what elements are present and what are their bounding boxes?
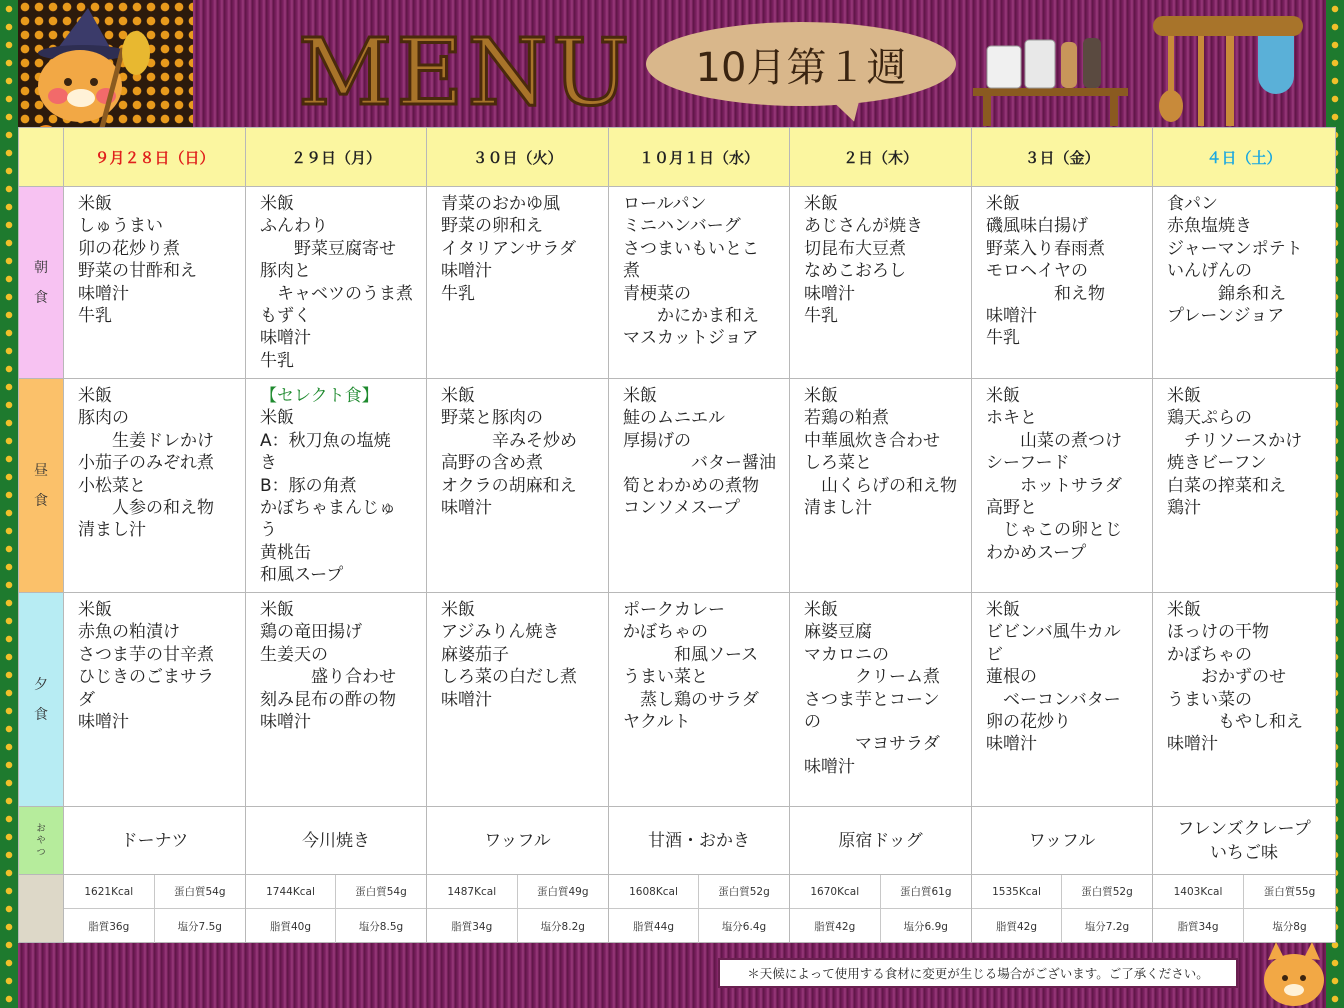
snack-item: 甘酒・おかき <box>648 830 750 851</box>
breakfast-items <box>972 187 1152 354</box>
menu-item: 豚肉と <box>260 261 311 282</box>
snack-item: 今川焼き <box>302 830 370 851</box>
nutrition-fat: 脂質34g <box>1153 909 1244 943</box>
dinner-cell <box>609 593 790 807</box>
menu-item: 米飯 <box>986 600 1020 620</box>
page-header <box>18 0 1326 128</box>
breakfast-cell <box>1153 187 1336 379</box>
menu-item: 磯風味白揚げ <box>986 216 1088 237</box>
menu-item: 牛乳 <box>441 283 475 304</box>
dinner-label-char: 夕 <box>34 676 48 693</box>
menu-item: 牛乳 <box>260 350 294 371</box>
snack-label-char: や <box>36 835 46 846</box>
nutrition-label <box>19 875 64 943</box>
menu-item: 米飯 <box>78 600 112 620</box>
menu-item: 味噌汁 <box>804 756 855 777</box>
left-border-decoration <box>0 0 18 1008</box>
menu-item: 山くらげの和え物 <box>804 475 957 496</box>
breakfast-cell <box>609 187 790 379</box>
nutrition-energy: 1487Kcal <box>427 875 518 909</box>
menu-item: 赤魚塩焼き <box>1167 216 1252 237</box>
menu-item: 【セレクト食】 <box>260 386 379 406</box>
menu-item: コンソメスープ <box>623 498 740 519</box>
menu-item: プレーンジョア <box>1167 306 1285 327</box>
dinner-cell <box>427 593 609 807</box>
menu-item: しゅうまい <box>78 216 163 237</box>
weekly-menu-table <box>18 127 1336 943</box>
menu-item: クリーム煮 <box>804 667 940 688</box>
menu-item: ビ <box>986 644 1003 665</box>
menu-item: ヤクルト <box>623 712 691 733</box>
menu-item: ビビンバ風牛カル <box>986 622 1121 643</box>
menu-item: 米飯 <box>986 194 1020 214</box>
menu-item: アジみりん焼き <box>441 622 560 643</box>
menu-item: あじさんが焼き <box>804 216 923 237</box>
nutrition-salt: 塩分7.5g <box>177 920 222 933</box>
menu-item: ダ <box>78 689 95 710</box>
date-header-row <box>19 128 1336 187</box>
nutrition-fat: 脂質36g <box>64 909 155 943</box>
lunch-label-char: 昼 <box>34 462 48 479</box>
nutrition-grid <box>972 875 1152 941</box>
breakfast-row <box>19 187 1336 379</box>
menu-item: イタリアンサラダ <box>441 238 577 259</box>
breakfast-cell <box>246 187 427 379</box>
breakfast-cell <box>427 187 609 379</box>
date-header-0: ９月２８日（日） <box>64 128 246 187</box>
menu-item: 小茄子のみぞれ煮 <box>78 453 214 474</box>
snack-label <box>19 807 64 875</box>
shelf-jars-icon <box>963 10 1138 128</box>
menu-item: 米飯 <box>260 408 294 429</box>
nutrition-salt: 塩分6.4g <box>721 920 767 933</box>
menu-item: マカロニの <box>804 644 889 665</box>
menu-item: うまい菜の <box>1167 689 1252 710</box>
nutrition-cell <box>1153 875 1336 943</box>
breakfast-cell <box>790 187 972 379</box>
menu-item: 米飯 <box>441 600 475 620</box>
date-header-2: ３０日（火） <box>427 128 609 187</box>
menu-item: 和風ソース <box>623 644 759 665</box>
nutrition-protein: 蛋白質52g <box>699 875 789 909</box>
menu-item: 味噌汁 <box>78 712 129 733</box>
menu-item: 鶏天ぷらの <box>1167 408 1252 429</box>
dinner-items <box>609 593 789 737</box>
menu-item: 牛乳 <box>986 328 1020 349</box>
menu-item: 高野と <box>986 498 1037 519</box>
menu-item: ベーコンバター <box>986 689 1121 710</box>
menu-item: バター醤油 <box>623 453 776 474</box>
menu-item: 味噌汁 <box>260 328 311 349</box>
menu-item: 切昆布大豆煮 <box>804 238 906 259</box>
nutrition-energy: 1608Kcal <box>609 875 699 909</box>
snack-cell <box>1153 807 1336 875</box>
menu-item: ほっけの干物 <box>1167 622 1269 643</box>
menu-item: 味噌汁 <box>804 283 855 304</box>
menu-item: わかめスープ <box>986 542 1087 563</box>
date-header-6: ４日（土） <box>1153 128 1336 187</box>
nutrition-protein: 蛋白質55g <box>1244 875 1335 909</box>
nutrition-grid <box>790 875 971 941</box>
menu-item: 鶏の竜田揚げ <box>260 622 362 643</box>
nutrition-energy: 1744Kcal <box>246 875 336 909</box>
date-header-1: ２９日（月） <box>246 128 427 187</box>
breakfast-items <box>427 187 608 309</box>
lunch-cell <box>972 379 1153 593</box>
menu-item: う <box>260 520 277 541</box>
lunch-cell <box>427 379 609 593</box>
snack-label-char: お <box>36 823 46 834</box>
week-bubble <box>646 22 956 106</box>
menu-item: 野菜と豚肉の <box>441 408 543 429</box>
nutrition-grid <box>1153 875 1335 941</box>
breakfast-cell <box>972 187 1153 379</box>
date-header-3: １０月１日（水） <box>609 128 790 187</box>
menu-item: 人参の和え物 <box>78 498 214 519</box>
menu-item: 豚肉の <box>78 408 129 429</box>
notice-box <box>718 958 1238 988</box>
menu-item: かぼちゃまんじゅ <box>260 498 396 519</box>
menu-item: 野菜入り春雨煮 <box>986 238 1105 259</box>
menu-item: き <box>260 453 277 474</box>
dinner-label <box>19 593 64 807</box>
dinner-cell <box>972 593 1153 807</box>
menu-item: 味噌汁 <box>441 498 492 519</box>
menu-item: しろ菜と <box>804 453 872 474</box>
breakfast-items <box>64 187 245 331</box>
menu-item: 卯の花炒り煮 <box>78 238 180 259</box>
menu-item: 米飯 <box>441 386 475 406</box>
menu-item: の <box>804 712 821 733</box>
breakfast-items <box>1153 187 1335 331</box>
lunch-items <box>972 379 1152 568</box>
nutrition-grid <box>246 875 426 941</box>
nutrition-fat: 脂質42g <box>790 909 881 943</box>
menu-item: 煮 <box>623 261 640 282</box>
week-label: 10月第１週 <box>695 44 907 91</box>
nutrition-salt: 塩分8.5g <box>358 920 404 933</box>
menu-item: 厚揚げの <box>623 430 691 451</box>
nutrition-protein: 蛋白質52g <box>1062 875 1152 909</box>
nutrition-energy: 1621Kcal <box>64 875 155 909</box>
menu-item: 生姜天の <box>260 644 328 665</box>
menu-item: 野菜豆腐寄せ <box>260 238 396 259</box>
menu-item: ひじきのごまサラ <box>78 667 214 688</box>
menu-item: 清まし汁 <box>78 520 146 541</box>
breakfast-label-char: 朝 <box>34 259 48 276</box>
menu-item: 野菜の卵和え <box>441 216 543 237</box>
dinner-cell <box>1153 593 1336 807</box>
menu-item: 味噌汁 <box>986 734 1037 755</box>
dinner-label-char: 食 <box>34 706 48 723</box>
menu-item: いんげんの <box>1167 261 1252 282</box>
dinner-row <box>19 593 1336 807</box>
menu-item: 若鶏の粕煮 <box>804 408 889 429</box>
menu-item: 牛乳 <box>804 306 838 327</box>
menu-item: かにかま和え <box>623 306 759 327</box>
menu-item: 和風スープ <box>260 565 344 586</box>
menu-item: 青菜のおかゆ風 <box>441 194 560 214</box>
lunch-items <box>609 379 789 523</box>
menu-item: もやし和え <box>1167 712 1303 733</box>
dinner-cell <box>246 593 427 807</box>
nutrition-grid <box>64 875 245 941</box>
nutrition-protein: 蛋白質61g <box>881 875 972 909</box>
menu-item: 味噌汁 <box>78 283 129 304</box>
menu-item: 中華風炊き合わせ <box>804 430 940 451</box>
menu-item: 味噌汁 <box>441 689 492 710</box>
date-header-4: ２日（木） <box>790 128 972 187</box>
lunch-cell <box>246 379 427 593</box>
menu-item: さつまいもいとこ <box>623 238 759 259</box>
nutrition-cell <box>246 875 427 943</box>
menu-item: なめこおろし <box>804 261 906 282</box>
menu-item: じゃこの卵とじ <box>986 520 1122 541</box>
menu-item: モロヘイヤの <box>986 261 1088 282</box>
snack-row <box>19 807 1336 875</box>
menu-item: 小松菜と <box>78 475 146 496</box>
snack-cell <box>972 807 1153 875</box>
menu-item: 麻婆茄子 <box>441 644 509 665</box>
nutrition-energy: 1535Kcal <box>972 875 1062 909</box>
snack-item: ワッフル <box>1028 830 1096 851</box>
nutrition-protein: 蛋白質54g <box>155 875 246 909</box>
menu-item: 米飯 <box>986 386 1020 406</box>
nutrition-fat: 脂質34g <box>427 909 518 943</box>
menu-item: 味噌汁 <box>1167 734 1218 755</box>
menu-item: 蒸し鶏のサラダ <box>623 689 759 710</box>
menu-item: うまい菜と <box>623 667 708 688</box>
menu-item: 白菜の搾菜和え <box>1167 475 1286 496</box>
menu-item: 高野の含め煮 <box>441 453 543 474</box>
dinner-items <box>790 593 971 782</box>
menu-item: 錦糸和え <box>1167 283 1286 304</box>
nutrition-salt: 塩分8.2g <box>540 920 585 933</box>
breakfast-label <box>19 187 64 379</box>
menu-item: 盛り合わせ <box>260 667 396 688</box>
menu-item: 鮭のムニエル <box>623 408 725 429</box>
menu-item: 米飯 <box>804 600 838 620</box>
menu-item: オクラの胡麻和え <box>441 475 577 496</box>
nutrition-salt: 塩分7.2g <box>1084 920 1130 933</box>
menu-item: 和え物 <box>986 283 1105 304</box>
snack-item: ドーナツ <box>120 830 189 851</box>
snack-item: いちご味 <box>1210 842 1278 863</box>
kitchen-utensils-icon <box>1148 8 1308 128</box>
lunch-items <box>1153 379 1335 523</box>
menu-item: 米飯 <box>260 194 294 214</box>
nutrition-fat: 脂質42g <box>972 909 1062 943</box>
menu-item: ロールパン <box>623 194 707 214</box>
corner-cell <box>19 128 64 187</box>
menu-item: 山菜の煮つけ <box>986 430 1122 451</box>
lunch-cell <box>64 379 246 593</box>
snack-cell <box>64 807 246 875</box>
menu-item: さつま芋とコーン <box>804 689 940 710</box>
snack-cell <box>609 807 790 875</box>
menu-item: 清まし汁 <box>804 498 872 519</box>
menu-item: 生姜ドレかけ <box>78 430 214 451</box>
menu-item: 蓮根の <box>986 667 1037 688</box>
date-header-5: ３日（金） <box>972 128 1153 187</box>
menu-item: B：豚の角煮 <box>260 475 357 496</box>
menu-item: ジャーマンポテト <box>1167 238 1303 259</box>
menu-item: 米飯 <box>78 194 112 214</box>
nutrition-cell <box>427 875 609 943</box>
nutrition-fat: 脂質44g <box>609 909 699 943</box>
dinner-items <box>972 593 1152 760</box>
nutrition-protein: 蛋白質49g <box>518 875 609 909</box>
menu-item: ホキと <box>986 408 1037 429</box>
nutrition-fat: 脂質40g <box>246 909 336 943</box>
menu-item: 味噌汁 <box>441 261 492 282</box>
menu-item: 野菜の甘酢和え <box>78 261 197 282</box>
menu-item: 米飯 <box>260 600 294 620</box>
snack-item: 原宿ドッグ <box>838 830 923 851</box>
dinner-cell <box>64 593 246 807</box>
breakfast-items <box>246 187 426 376</box>
menu-item: 刻み昆布の酢の物 <box>260 689 396 710</box>
lunch-cell <box>609 379 790 593</box>
menu-item: かぼちゃの <box>1167 644 1252 665</box>
nutrition-cell <box>609 875 790 943</box>
menu-item: 米飯 <box>804 194 838 214</box>
dinner-items <box>64 593 245 737</box>
menu-item: かぼちゃの <box>623 622 708 643</box>
menu-item: 辛みそ炒め <box>441 430 577 451</box>
menu-item: 筍とわかめの煮物 <box>623 475 759 496</box>
menu-item: 米飯 <box>1167 600 1201 620</box>
nutrition-cell <box>64 875 246 943</box>
menu-item: 青梗菜の <box>623 283 691 304</box>
nutrition-grid <box>427 875 608 941</box>
nutrition-energy: 1670Kcal <box>790 875 881 909</box>
nutrition-cell <box>790 875 972 943</box>
menu-item: 米飯 <box>623 386 657 406</box>
menu-item: もずく <box>260 306 311 327</box>
menu-item: しろ菜の白だし煮 <box>441 667 577 688</box>
menu-item: ポークカレー <box>623 600 725 620</box>
lunch-items <box>64 379 245 546</box>
menu-item: 米飯 <box>1167 386 1201 406</box>
dinner-items <box>427 593 608 715</box>
breakfast-cell <box>64 187 246 379</box>
menu-item: シーフード <box>986 453 1070 474</box>
menu-item: マスカットジョア <box>623 328 759 349</box>
snack-cell <box>790 807 972 875</box>
breakfast-items <box>790 187 971 331</box>
menu-item: マヨサラダ <box>804 734 940 755</box>
dinner-items <box>1153 593 1335 760</box>
nutrition-protein: 蛋白質54g <box>336 875 426 909</box>
lunch-row <box>19 379 1336 593</box>
lunch-items <box>427 379 608 523</box>
snack-item: フレンズクレープ <box>1177 818 1311 839</box>
menu-title: MENU <box>298 19 634 126</box>
lunch-items <box>790 379 971 523</box>
menu-item: ふんわり <box>260 216 328 237</box>
menu-item: さつま芋の甘辛煮 <box>78 644 214 665</box>
menu-item: A：秋刀魚の塩焼 <box>260 430 391 451</box>
notice-text: ＊天候によって使用する食材に変更が生じる場合がございます。ご了承ください。 <box>747 966 1209 981</box>
snack-label-char: つ <box>36 847 46 858</box>
menu-item: ホットサラダ <box>986 475 1122 496</box>
dinner-cell <box>790 593 972 807</box>
menu-item: 焼きビーフン <box>1167 453 1267 474</box>
nutrition-cell <box>972 875 1153 943</box>
menu-item: 味噌汁 <box>986 306 1037 327</box>
nutrition-energy: 1403Kcal <box>1153 875 1244 909</box>
raccoon-mascot-small-icon <box>1254 940 1334 1008</box>
menu-item: 鶏汁 <box>1167 498 1201 519</box>
breakfast-label-char: 食 <box>34 289 48 306</box>
snack-cell <box>427 807 609 875</box>
menu-item: 牛乳 <box>78 306 112 327</box>
nutrition-salt: 塩分8g <box>1272 920 1307 933</box>
snack-item: ワッフル <box>484 830 551 851</box>
dinner-items <box>246 593 426 737</box>
lunch-cell <box>1153 379 1336 593</box>
menu-item: ミニハンバーグ <box>623 216 741 237</box>
menu-item: 黄桃缶 <box>260 542 311 563</box>
menu-item: 米飯 <box>804 386 838 406</box>
nutrition-grid <box>609 875 789 941</box>
menu-item: 米飯 <box>78 386 112 406</box>
lunch-cell <box>790 379 972 593</box>
breakfast-items <box>609 187 789 354</box>
menu-item: おかずのせ <box>1167 667 1286 688</box>
lunch-items <box>246 379 426 591</box>
menu-item: キャベツのうま煮 <box>260 283 413 304</box>
menu-item: 赤魚の粕漬け <box>78 622 180 643</box>
menu-item: 食パン <box>1167 194 1218 214</box>
snack-cell <box>246 807 427 875</box>
nutrition-salt: 塩分6.9g <box>903 920 948 933</box>
menu-item: 麻婆豆腐 <box>804 622 872 643</box>
menu-item: 味噌汁 <box>260 712 311 733</box>
nutrition-row <box>19 875 1336 943</box>
menu-item: チリソースかけ <box>1167 430 1303 451</box>
menu-item: 卵の花炒り <box>986 712 1071 733</box>
lunch-label <box>19 379 64 593</box>
lunch-label-char: 食 <box>34 492 48 509</box>
